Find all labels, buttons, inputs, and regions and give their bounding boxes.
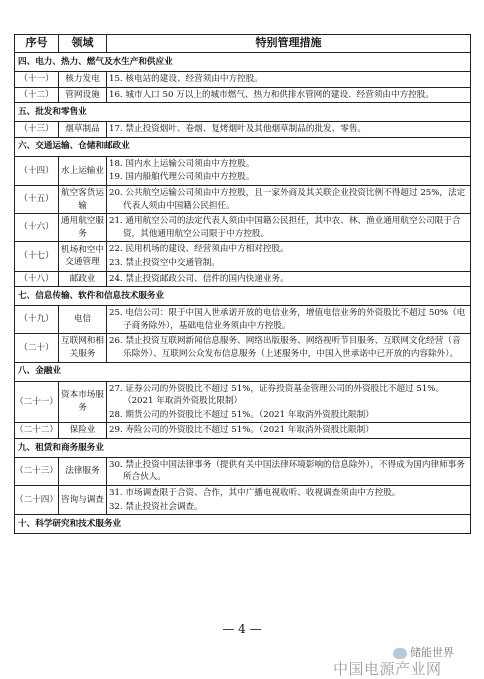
section-row (15, 362, 471, 381)
page-number: — 4 — (222, 622, 262, 636)
row-number: （二十一） (15, 381, 59, 423)
row-field: 咨询与调查 (59, 486, 107, 515)
section-title: 七、信息传输、软件和信息技术服务业 (15, 287, 471, 306)
measure-item: 24. 禁止投资邮政公司、信件的国内快递业务。 (109, 273, 289, 284)
measure-item: 26. 禁止投资互联网新闻信息服务、网络出版服务、网络视听节目服务、互联网文化经营（音乐除外）、互联网公众发布信息服务（上述服务中，中国入世承诺中已开放的内容除外）。 (109, 336, 461, 359)
row-measures (107, 185, 471, 213)
section-title: 十、科学研究和技术服务业 (15, 515, 471, 534)
table-row (15, 72, 471, 88)
measure-item: 16. 城市人口 50 万以上的城市燃气、热力和供排水管网的建设、经营须由中方控股。 (109, 89, 434, 100)
wechat-icon (393, 648, 407, 659)
measure-item: 23. 禁止投资空中交通管制。 (109, 257, 220, 268)
row-measures (107, 457, 471, 485)
row-measures (107, 423, 471, 439)
measure-item: 21. 通用航空公司的法定代表人须由中国籍公民担任，其中农、林、渔业通用航空公司限于合资，其他通用航空公司限于中方控股。 (109, 216, 461, 239)
table-row (15, 185, 471, 213)
measure-item: 25. 电信公司：限于中国入世承诺开放的电信业务，增值电信业务的外资股比不超过 50%（电子商务除外），基础电信业务须由中方控股。 (109, 308, 466, 331)
row-field: 烟草制品 (59, 122, 107, 138)
table-row (15, 334, 471, 362)
row-number: （二十二） (15, 423, 59, 439)
measure-item: 22. 民用机场的建设、经营须由中方相对控股。 (109, 244, 289, 255)
table-row (15, 87, 471, 103)
row-number: （二十四） (15, 486, 59, 515)
row-field: 核力发电 (59, 72, 107, 88)
row-field: 资本市场服务 (59, 381, 107, 423)
row-number: （十二） (15, 87, 59, 103)
measure-item: 17. 禁止投资烟叶、卷烟、复烤烟叶及其他烟草制品的批发、零售。 (109, 124, 367, 135)
row-field: 互联网和相关服务 (59, 334, 107, 362)
section-title: 六、交通运输、仓储和邮政业 (15, 137, 471, 156)
section-row (15, 438, 471, 457)
header-field: 领域 (59, 35, 107, 53)
row-field: 法律服务 (59, 457, 107, 485)
section-row (15, 287, 471, 306)
table-row (15, 271, 471, 287)
row-measures (107, 242, 471, 271)
row-number: （十六） (15, 214, 59, 242)
row-number: （十九） (15, 306, 59, 334)
measure-item: 19. 国内船舶代理公司须由中方控股。 (109, 172, 255, 183)
table-row (15, 457, 471, 485)
row-number: （十五） (15, 185, 59, 213)
row-field: 水上运输业 (59, 156, 107, 185)
special-measures-table (14, 34, 471, 534)
row-number: （十八） (15, 271, 59, 287)
measure-item: 31. 市场调查限于合资、合作，其中广播电视收听、收视调查须由中方控股。 (109, 488, 401, 499)
row-field: 邮政业 (59, 271, 107, 287)
row-number: （十七） (15, 242, 59, 271)
row-field: 管网设施 (59, 87, 107, 103)
measure-item: 18. 国内水上运输公司须由中方控股。 (109, 158, 255, 169)
section-row (15, 137, 471, 156)
measure-item: 29. 寿险公司的外资股比不超过 51%。（2021 年取消外资股比限制） (109, 425, 374, 436)
section-row (15, 515, 471, 534)
row-field: 通用航空服务 (59, 214, 107, 242)
table-row (15, 122, 471, 138)
measure-item: 30. 禁止投资中国法律事务（提供有关中国法律环境影响的信息除外），不得成为国内律师事务所合伙人。 (109, 459, 465, 483)
row-measures (107, 334, 471, 362)
row-measures (107, 486, 471, 515)
row-measures (107, 72, 471, 88)
row-measures (107, 87, 471, 103)
row-number: （十四） (15, 156, 59, 185)
table-row (15, 423, 471, 439)
row-measures (107, 156, 471, 185)
row-measures (107, 214, 471, 242)
row-number: （二十） (15, 334, 59, 362)
table-row (15, 214, 471, 242)
watermark-site: 中国电源产业网 (333, 660, 442, 678)
table-row (15, 242, 471, 271)
row-measures (107, 122, 471, 138)
section-title: 五、批发和零售业 (15, 103, 471, 122)
section-title: 九、租赁和商务服务业 (15, 438, 471, 457)
section-row (15, 103, 471, 122)
section-title: 八、金融业 (15, 362, 471, 381)
table-row (15, 486, 471, 515)
row-measures (107, 271, 471, 287)
section-title: 四、电力、热力、燃气及水生产和供应业 (15, 53, 471, 72)
row-number: （十三） (15, 122, 59, 138)
row-number: （十一） (15, 72, 59, 88)
table-header-row (15, 35, 471, 53)
section-row (15, 53, 471, 72)
row-field: 电信 (59, 306, 107, 334)
row-field: 保险业 (59, 423, 107, 439)
row-number: （二十三） (15, 457, 59, 485)
measure-item: 20. 公共航空运输公司须由中方控股，且一家外商及其关联企业投资比例不得超过 25%，法定代表人须由中国籍公民担任。 (109, 187, 466, 211)
row-measures (107, 381, 471, 423)
table-row (15, 156, 471, 185)
measure-item: 27. 证券公司的外资股比不超过 51%，证券投资基金管理公司的外资股比不超过 51%。（2021 年取消外资股比限制） (109, 383, 445, 407)
row-field: 航空客货运输 (59, 185, 107, 213)
measures-table-page (14, 34, 470, 534)
row-measures (107, 306, 471, 334)
measure-item: 28. 期货公司的外资股比不超过 51%。（2021 年取消外资股比限制） (109, 409, 374, 420)
measure-item: 15. 核电站的建设、经营须由中方控股。 (109, 74, 263, 84)
measure-item: 32. 禁止投资社会调查。 (109, 501, 203, 512)
header-measures: 特别管理措施 (107, 35, 471, 53)
table-row (15, 306, 471, 334)
watermark-account-name: 储能世界 (410, 646, 454, 659)
row-field: 机场和空中交通管理 (59, 242, 107, 271)
table-row (15, 381, 471, 423)
header-no: 序号 (15, 35, 59, 53)
